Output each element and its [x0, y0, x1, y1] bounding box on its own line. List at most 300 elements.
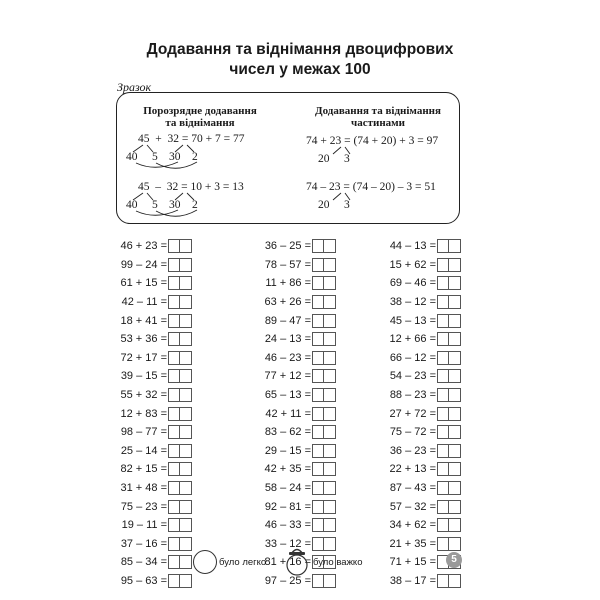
answer-boxes — [168, 481, 192, 495]
exercise-expression: 95 – 63 = — [120, 574, 167, 587]
exercise-expression: 53 + 36 = — [120, 333, 167, 346]
answer-boxes — [437, 500, 461, 514]
exercise-row — [103, 311, 192, 330]
answer-ones-box[interactable] — [324, 239, 336, 253]
answer-ones-box[interactable] — [324, 481, 336, 495]
answer-ones-box[interactable] — [180, 332, 192, 346]
exercise-row — [372, 404, 461, 423]
answer-tens-box[interactable] — [312, 444, 324, 458]
answer-tens-box[interactable] — [168, 295, 180, 309]
exercise-expression: 83 – 62 = — [264, 426, 311, 439]
answer-boxes — [168, 444, 192, 458]
exercise-row — [372, 460, 461, 479]
answer-boxes — [437, 369, 461, 383]
exercise-expression: 37 – 16 = — [120, 537, 167, 550]
answer-boxes — [312, 444, 336, 458]
answer-tens-box[interactable] — [168, 574, 180, 588]
answer-boxes — [312, 481, 336, 495]
exercise-row — [372, 386, 461, 405]
answer-boxes — [168, 258, 192, 272]
answer-ones-box[interactable] — [180, 351, 192, 365]
answer-ones-box[interactable] — [324, 332, 336, 346]
answer-ones-box[interactable] — [449, 388, 461, 402]
exercise-row — [247, 497, 336, 516]
answer-boxes — [437, 537, 461, 551]
exercise-expression: 54 – 23 = — [389, 370, 436, 383]
answer-tens-box[interactable] — [437, 425, 449, 439]
exercise-expression: 82 + 15 = — [120, 463, 167, 476]
answer-ones-box[interactable] — [449, 276, 461, 290]
answer-boxes — [168, 388, 192, 402]
left-ex2-part-3: 30 — [169, 199, 181, 211]
exercise-row — [247, 479, 336, 498]
exercise-row — [103, 497, 192, 516]
answer-ones-box[interactable] — [180, 295, 192, 309]
answer-ones-box[interactable] — [449, 574, 461, 588]
answer-tens-box[interactable] — [312, 425, 324, 439]
exercise-expression: 71 + 15 = — [389, 556, 436, 569]
left-ex2-part-1: 40 — [126, 199, 138, 211]
answer-ones-box[interactable] — [324, 276, 336, 290]
answer-ones-box[interactable] — [449, 462, 461, 476]
answer-ones-box[interactable] — [180, 574, 192, 588]
exercise-expression: 27 + 72 = — [389, 407, 436, 420]
exercise-row — [372, 497, 461, 516]
answer-tens-box[interactable] — [168, 444, 180, 458]
exercise-expression: 97 – 25 = — [264, 574, 311, 587]
answer-tens-box[interactable] — [437, 369, 449, 383]
answer-ones-box[interactable] — [324, 351, 336, 365]
answer-ones-box[interactable] — [324, 314, 336, 328]
exercise-row — [247, 256, 336, 275]
exercise-row — [372, 311, 461, 330]
exercise-column-2 — [247, 237, 336, 590]
exercise-row — [372, 535, 461, 554]
exercise-row — [103, 535, 192, 554]
answer-boxes — [168, 314, 192, 328]
answer-tens-box[interactable] — [168, 407, 180, 421]
exercise-row — [103, 274, 192, 293]
answer-boxes — [312, 518, 336, 532]
exercise-expression: 46 – 23 = — [264, 351, 311, 364]
exercise-expression: 15 + 62 = — [389, 258, 436, 271]
answer-boxes — [312, 407, 336, 421]
exercise-expression: 18 + 41 = — [120, 314, 167, 327]
answer-tens-box[interactable] — [312, 481, 324, 495]
answer-ones-box[interactable] — [449, 500, 461, 514]
exercise-expression: 42 – 11 = — [121, 296, 167, 309]
exercise-row — [247, 293, 336, 312]
answer-boxes — [312, 258, 336, 272]
answer-ones-box[interactable] — [324, 537, 336, 551]
exercise-row — [247, 460, 336, 479]
answer-boxes — [437, 388, 461, 402]
answer-tens-box[interactable] — [312, 574, 324, 588]
left-ex1-part-4: 2 — [192, 151, 198, 163]
right-example-1: 74 + 23 = (74 + 20) + 3 = 97 — [306, 135, 439, 147]
exercise-row — [103, 237, 192, 256]
answer-tens-box[interactable] — [437, 444, 449, 458]
answer-tens-box[interactable] — [437, 407, 449, 421]
answer-tens-box[interactable] — [437, 314, 449, 328]
answer-boxes — [168, 332, 192, 346]
answer-boxes — [168, 425, 192, 439]
answer-tens-box[interactable] — [168, 555, 180, 569]
exercise-expression: 55 + 32 = — [120, 389, 167, 402]
answer-tens-box[interactable] — [312, 537, 324, 551]
easy-smiley-icon[interactable] — [192, 549, 220, 577]
exercise-row — [372, 423, 461, 442]
answer-boxes — [312, 295, 336, 309]
answer-tens-box[interactable] — [437, 295, 449, 309]
answer-ones-box[interactable] — [449, 314, 461, 328]
answer-boxes — [168, 239, 192, 253]
answer-ones-box[interactable] — [180, 407, 192, 421]
answer-tens-box[interactable] — [168, 500, 180, 514]
exercise-row — [103, 367, 192, 386]
answer-boxes — [437, 574, 461, 588]
exercise-expression: 29 – 15 = — [264, 444, 311, 457]
answer-tens-box[interactable] — [437, 332, 449, 346]
left-ex2-part-4: 2 — [192, 199, 198, 211]
answer-tens-box[interactable] — [312, 500, 324, 514]
answer-tens-box[interactable] — [312, 407, 324, 421]
answer-ones-box[interactable] — [324, 500, 336, 514]
answer-boxes — [312, 537, 336, 551]
exercise-row — [247, 237, 336, 256]
answer-tens-box[interactable] — [437, 239, 449, 253]
answer-boxes — [312, 332, 336, 346]
answer-tens-box[interactable] — [168, 481, 180, 495]
right-ex1-part-1: 20 — [318, 153, 330, 165]
exercise-expression: 31 + 48 = — [120, 482, 167, 495]
right-example-2: 74 – 23 = (74 – 20) – 3 = 51 — [306, 181, 436, 193]
hard-label: було важко — [313, 557, 363, 568]
exercise-row — [247, 423, 336, 442]
answer-ones-box[interactable] — [180, 518, 192, 532]
exercise-expression: 57 – 32 = — [389, 500, 436, 513]
exercise-row — [103, 516, 192, 535]
answer-ones-box[interactable] — [180, 537, 192, 551]
exercise-row — [372, 293, 461, 312]
answer-boxes — [437, 258, 461, 272]
exercise-expression: 44 – 13 = — [389, 240, 436, 253]
left-ex2-part-2: 5 — [152, 199, 158, 211]
left-ex1-part-2: 5 — [152, 151, 158, 163]
answer-boxes — [168, 537, 192, 551]
exercise-row — [103, 479, 192, 498]
answer-ones-box[interactable] — [324, 388, 336, 402]
answer-boxes — [437, 425, 461, 439]
exercise-row — [247, 274, 336, 293]
easy-label: було легко — [219, 557, 267, 568]
right-ex2-part-1: 20 — [318, 199, 330, 211]
answer-tens-box[interactable] — [168, 258, 180, 272]
exercise-expression: 36 – 23 = — [389, 444, 436, 457]
title-line-2: чисел у межах 100 — [229, 61, 371, 78]
exercise-row — [372, 442, 461, 461]
exercise-column-3 — [372, 237, 461, 590]
exercise-row — [372, 256, 461, 275]
exercise-expression: 22 + 13 = — [389, 463, 436, 476]
exercise-expression: 66 – 12 = — [389, 351, 436, 364]
exercise-expression: 75 – 23 = — [120, 500, 167, 513]
answer-ones-box[interactable] — [449, 444, 461, 458]
answer-tens-box[interactable] — [437, 351, 449, 365]
exercise-expression: 33 – 12 = — [264, 537, 311, 550]
answer-boxes — [168, 555, 192, 569]
answer-ones-box[interactable] — [180, 369, 192, 383]
right-ex1-part-2: 3 — [344, 153, 350, 165]
answer-ones-box[interactable] — [324, 518, 336, 532]
weight-icon[interactable] — [282, 545, 312, 577]
answer-tens-box[interactable] — [168, 462, 180, 476]
answer-tens-box[interactable] — [312, 518, 324, 532]
answer-ones-box[interactable] — [324, 425, 336, 439]
exercise-expression: 46 + 23 = — [120, 240, 167, 253]
answer-ones-box[interactable] — [180, 276, 192, 290]
exercise-expression: 38 – 12 = — [389, 296, 436, 309]
sample-label: Зразок — [117, 80, 152, 94]
page-number: 5 — [446, 552, 462, 568]
left-example-1-split — [133, 145, 197, 168]
answer-tens-box[interactable] — [168, 276, 180, 290]
answer-ones-box[interactable] — [449, 518, 461, 532]
exercise-expression: 77 + 12 = — [264, 370, 311, 383]
exercise-expression: 36 – 25 = — [264, 240, 311, 253]
answer-ones-box[interactable] — [324, 444, 336, 458]
answer-boxes — [437, 314, 461, 328]
answer-ones-box[interactable] — [324, 462, 336, 476]
answer-ones-box[interactable] — [324, 574, 336, 588]
answer-ones-box[interactable] — [324, 407, 336, 421]
answer-tens-box[interactable] — [437, 518, 449, 532]
exercise-row — [103, 386, 192, 405]
answer-boxes — [437, 462, 461, 476]
answer-ones-box[interactable] — [449, 295, 461, 309]
exercise-expression: 12 + 83 = — [120, 407, 167, 420]
exercise-expression: 58 – 24 = — [264, 482, 311, 495]
answer-boxes — [168, 351, 192, 365]
answer-boxes — [437, 444, 461, 458]
answer-ones-box[interactable] — [180, 388, 192, 402]
right-header-1: Додавання та віднімання — [315, 105, 441, 117]
answer-ones-box[interactable] — [324, 295, 336, 309]
exercise-row — [372, 237, 461, 256]
answer-tens-box[interactable] — [312, 258, 324, 272]
answer-boxes — [312, 276, 336, 290]
answer-ones-box[interactable] — [180, 481, 192, 495]
answer-boxes — [168, 500, 192, 514]
answer-ones-box[interactable] — [180, 425, 192, 439]
answer-boxes — [312, 574, 336, 588]
answer-ones-box[interactable] — [449, 332, 461, 346]
exercise-expression: 99 – 24 = — [120, 258, 167, 271]
answer-tens-box[interactable] — [437, 537, 449, 551]
page-title — [0, 40, 600, 80]
exercise-row — [372, 572, 461, 591]
left-ex1-part-1: 40 — [126, 151, 138, 163]
answer-ones-box[interactable] — [180, 500, 192, 514]
answer-boxes — [168, 295, 192, 309]
exercise-row — [372, 479, 461, 498]
answer-ones-box[interactable] — [449, 537, 461, 551]
exercise-expression: 63 + 26 = — [264, 296, 311, 309]
answer-ones-box[interactable] — [180, 444, 192, 458]
answer-tens-box[interactable] — [312, 276, 324, 290]
answer-tens-box[interactable] — [437, 500, 449, 514]
answer-tens-box[interactable] — [312, 332, 324, 346]
answer-ones-box[interactable] — [449, 407, 461, 421]
answer-ones-box[interactable] — [180, 258, 192, 272]
answer-boxes — [168, 518, 192, 532]
answer-tens-box[interactable] — [437, 574, 449, 588]
answer-tens-box[interactable] — [168, 351, 180, 365]
exercise-expression: 81 + 16 = — [264, 556, 311, 569]
left-example-2: 45 – 32 = 10 + 3 = 13 — [138, 181, 244, 193]
exercise-expression: 69 – 46 = — [389, 277, 436, 290]
left-header-2: та віднімання — [165, 117, 235, 129]
left-ex1-part-3: 30 — [169, 151, 181, 163]
answer-tens-box[interactable] — [168, 518, 180, 532]
answer-tens-box[interactable] — [168, 332, 180, 346]
answer-tens-box[interactable] — [312, 388, 324, 402]
answer-boxes — [168, 369, 192, 383]
exercise-expression: 75 – 72 = — [389, 426, 436, 439]
exercise-row — [103, 460, 192, 479]
exercise-expression: 34 + 62 = — [389, 519, 436, 532]
exercise-row — [247, 330, 336, 349]
exercise-expression: 12 + 66 = — [389, 333, 436, 346]
answer-tens-box[interactable] — [312, 462, 324, 476]
answer-ones-box[interactable] — [180, 462, 192, 476]
exercise-expression: 25 – 14 = — [120, 444, 167, 457]
exercise-row — [247, 442, 336, 461]
answer-ones-box[interactable] — [449, 481, 461, 495]
answer-boxes — [168, 276, 192, 290]
exercise-expression: 24 – 13 = — [264, 333, 311, 346]
exercise-row — [103, 256, 192, 275]
exercise-row — [103, 553, 192, 572]
answer-boxes — [437, 407, 461, 421]
answer-ones-box[interactable] — [324, 258, 336, 272]
exercise-expression: 61 + 15 = — [120, 277, 167, 290]
exercise-row — [247, 386, 336, 405]
answer-tens-box[interactable] — [437, 258, 449, 272]
exercise-row — [103, 330, 192, 349]
exercise-expression: 88 – 23 = — [389, 389, 436, 402]
left-header-1: Порозрядне додавання — [143, 105, 257, 117]
answer-ones-box[interactable] — [449, 258, 461, 272]
answer-tens-box[interactable] — [312, 314, 324, 328]
answer-boxes — [312, 314, 336, 328]
exercise-expression: 38 – 17 = — [389, 574, 436, 587]
exercise-column-1 — [103, 237, 192, 590]
answer-tens-box[interactable] — [168, 537, 180, 551]
exercise-expression: 39 – 15 = — [120, 370, 167, 383]
answer-tens-box[interactable] — [437, 388, 449, 402]
answer-ones-box[interactable] — [180, 314, 192, 328]
exercise-row — [103, 293, 192, 312]
answer-tens-box[interactable] — [168, 314, 180, 328]
answer-tens-box[interactable] — [168, 369, 180, 383]
exercise-expression: 78 – 57 = — [264, 258, 311, 271]
exercise-row — [247, 311, 336, 330]
answer-tens-box[interactable] — [437, 462, 449, 476]
exercise-expression: 19 – 11 = — [121, 519, 167, 532]
answer-ones-box[interactable] — [324, 369, 336, 383]
answer-boxes — [312, 462, 336, 476]
answer-boxes — [312, 351, 336, 365]
exercise-expression: 65 – 13 = — [264, 389, 311, 402]
left-example-1: 45 + 32 = 70 + 7 = 77 — [138, 133, 245, 145]
answer-tens-box[interactable] — [168, 425, 180, 439]
exercise-expression: 92 – 81 = — [264, 500, 311, 513]
answer-tens-box[interactable] — [437, 481, 449, 495]
answer-boxes — [437, 351, 461, 365]
exercise-row — [247, 516, 336, 535]
exercise-row — [247, 349, 336, 368]
answer-boxes — [437, 276, 461, 290]
exercise-row — [103, 349, 192, 368]
exercise-row — [103, 404, 192, 423]
exercise-expression: 85 – 34 = — [120, 556, 167, 569]
exercise-row — [372, 516, 461, 535]
answer-tens-box[interactable] — [437, 276, 449, 290]
title-line-1: Додавання та віднімання двоцифрових — [146, 41, 454, 58]
answer-ones-box[interactable] — [180, 555, 192, 569]
answer-boxes — [312, 369, 336, 383]
answer-ones-box[interactable] — [449, 369, 461, 383]
answer-boxes — [168, 574, 192, 588]
left-example-2-split — [133, 193, 197, 216]
exercise-expression: 21 + 35 = — [389, 537, 436, 550]
answer-ones-box[interactable] — [449, 425, 461, 439]
right-header-2: частинами — [351, 117, 405, 129]
exercise-expression: 46 – 33 = — [264, 519, 311, 532]
answer-boxes — [168, 407, 192, 421]
exercise-row — [372, 367, 461, 386]
answer-tens-box[interactable] — [312, 369, 324, 383]
answer-ones-box[interactable] — [180, 239, 192, 253]
exercise-expression: 87 – 43 = — [389, 482, 436, 495]
exercise-row — [103, 572, 192, 591]
sample-examples — [116, 92, 460, 224]
answer-tens-box[interactable] — [312, 239, 324, 253]
exercise-expression: 72 + 17 = — [120, 351, 167, 364]
answer-boxes — [168, 462, 192, 476]
exercise-row — [247, 404, 336, 423]
exercise-expression: 45 – 13 = — [389, 314, 436, 327]
answer-ones-box[interactable] — [449, 239, 461, 253]
answer-tens-box[interactable] — [312, 351, 324, 365]
answer-tens-box[interactable] — [168, 239, 180, 253]
answer-tens-box[interactable] — [168, 388, 180, 402]
exercise-row — [247, 367, 336, 386]
answer-ones-box[interactable] — [449, 351, 461, 365]
answer-boxes — [312, 500, 336, 514]
answer-boxes — [437, 239, 461, 253]
right-ex2-part-2: 3 — [344, 199, 350, 211]
exercise-row — [372, 274, 461, 293]
exercise-row — [372, 330, 461, 349]
answer-boxes — [312, 388, 336, 402]
exercise-expression: 42 + 35 = — [264, 463, 311, 476]
answer-boxes — [437, 518, 461, 532]
answer-tens-box[interactable] — [312, 295, 324, 309]
answer-boxes — [312, 239, 336, 253]
exercise-expression: 89 – 47 = — [264, 314, 311, 327]
